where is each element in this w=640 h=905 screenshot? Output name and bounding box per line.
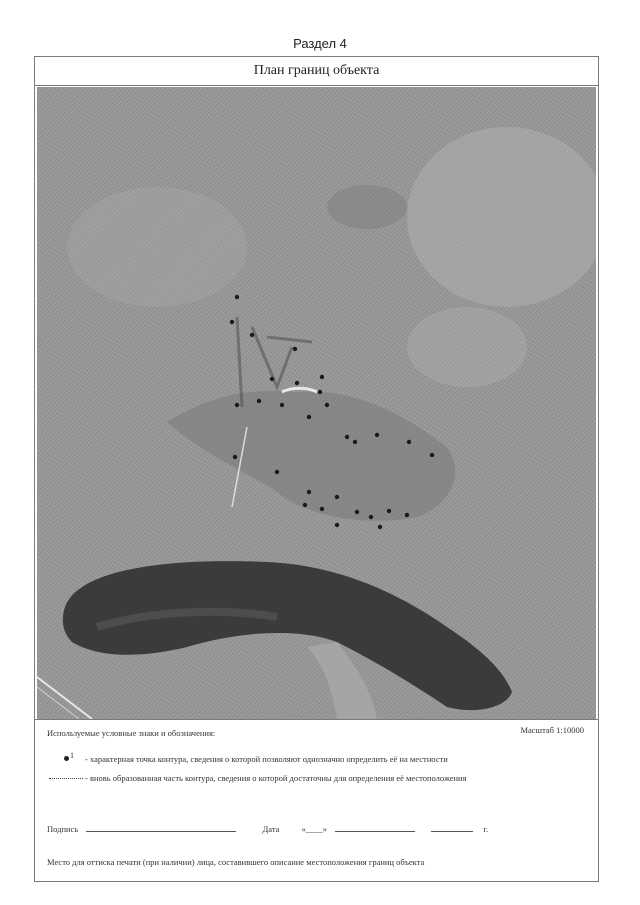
legend-heading: Используемые условные знаки и обозначения:	[47, 728, 216, 738]
date-month-line[interactable]	[335, 822, 415, 832]
point-dot-icon	[64, 756, 69, 761]
stamp-caption: Место для оттиска печати (при наличии) лица, составившего описание местоположения границ объекта	[47, 857, 425, 867]
boundary-point	[375, 433, 379, 437]
boundary-point	[320, 375, 324, 379]
boundary-point	[235, 295, 239, 299]
boundary-point	[250, 333, 254, 337]
boundary-point	[320, 507, 324, 511]
boundary-point	[307, 415, 311, 419]
plan-title: План границ объекта	[35, 57, 598, 86]
boundary-point	[307, 490, 311, 494]
date-day[interactable]: «____»	[301, 824, 328, 834]
line-description: - вновь образованная часть контура, сведения о которой достаточны для определения её местоположения	[85, 773, 467, 783]
boundary-point	[335, 495, 339, 499]
signature-line[interactable]	[86, 822, 236, 832]
year-suffix: г.	[483, 824, 489, 834]
section-title: Раздел 4	[293, 36, 347, 51]
legend-line-row	[47, 773, 587, 783]
boundary-point	[318, 390, 322, 394]
field-patch	[407, 307, 527, 387]
boundary-point	[280, 403, 284, 407]
map-scale: Масштаб 1:10000	[520, 725, 584, 735]
boundary-point	[293, 347, 297, 351]
legend-panel	[35, 719, 598, 882]
field-patch	[327, 185, 407, 229]
dotted-line-icon	[49, 778, 83, 779]
satellite-map	[37, 87, 596, 719]
boundary-point	[335, 523, 339, 527]
boundary-point	[355, 510, 359, 514]
signature-row	[47, 822, 488, 834]
boundary-point	[325, 403, 329, 407]
boundary-point	[275, 470, 279, 474]
boundary-point	[235, 403, 239, 407]
field-patch	[67, 187, 247, 307]
boundary-point	[303, 503, 307, 507]
boundary-point	[387, 509, 391, 513]
point-description: - характерная точка контура, сведения о которой позволяют однозначно определить её на местности	[85, 754, 448, 764]
date-year-line[interactable]	[431, 822, 473, 832]
point-number: 1	[70, 751, 74, 760]
boundary-point	[270, 377, 274, 381]
boundary-point	[295, 381, 299, 385]
boundary-point	[407, 440, 411, 444]
boundary-point	[405, 513, 409, 517]
boundary-point	[369, 515, 373, 519]
signature-label: Подпись	[47, 824, 79, 834]
boundary-point	[345, 435, 349, 439]
plan-frame	[34, 56, 599, 882]
date-label: Дата	[262, 824, 280, 834]
boundary-point	[233, 455, 237, 459]
boundary-point	[230, 320, 234, 324]
legend-point-row	[47, 751, 587, 764]
boundary-point	[378, 525, 382, 529]
boundary-point	[430, 453, 434, 457]
boundary-point	[353, 440, 357, 444]
boundary-point	[257, 399, 261, 403]
